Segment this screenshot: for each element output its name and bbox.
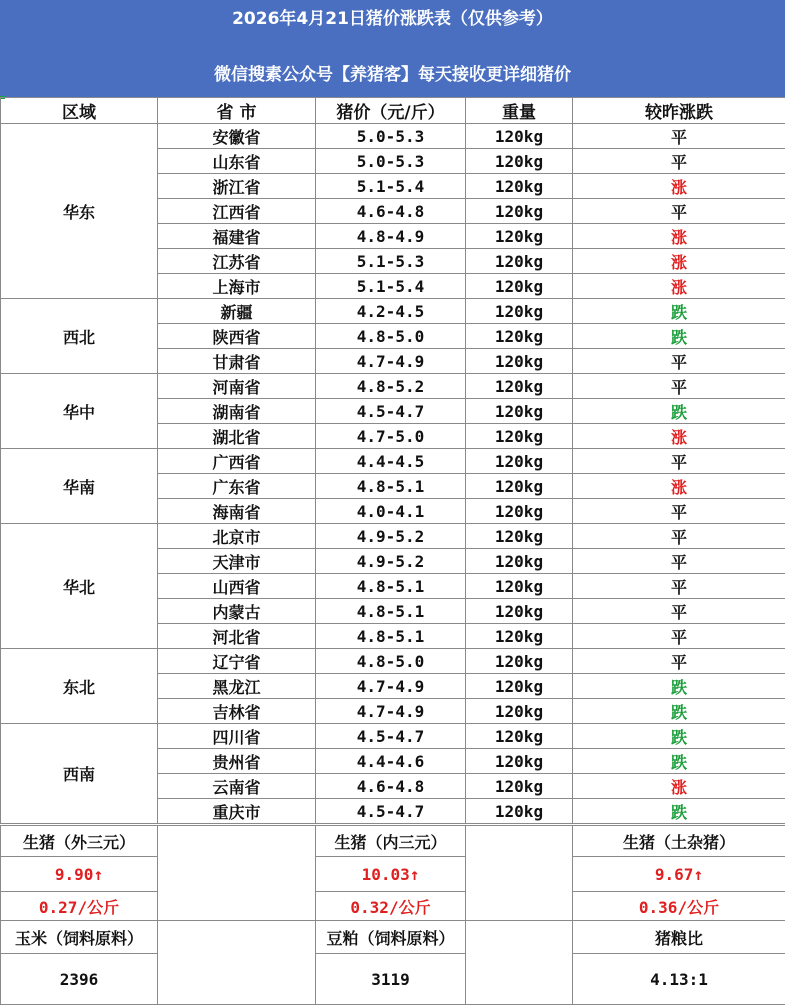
weight-cell: 120kg: [466, 699, 573, 724]
up-arrow-icon: ↑: [693, 864, 704, 884]
change-cell: 平: [573, 499, 785, 524]
header-banner: [0, 0, 785, 97]
change-cell: 跌: [573, 749, 785, 774]
change-cell: 平: [573, 624, 785, 649]
change-cell: 平: [573, 449, 785, 474]
col-header-change: 较昨涨跌: [573, 98, 785, 124]
weight-cell: 120kg: [466, 374, 573, 399]
weight-cell: 120kg: [466, 749, 573, 774]
summary-spacer-1: [158, 826, 316, 921]
change-cell: 涨: [573, 174, 785, 199]
weight-cell: 120kg: [466, 774, 573, 799]
weight-cell: 120kg: [466, 524, 573, 549]
weight-cell: 120kg: [466, 299, 573, 324]
province-cell: 山西省: [158, 574, 316, 599]
up-arrow-icon: ↑: [93, 864, 104, 884]
change-cell: 平: [573, 149, 785, 174]
ratio-label: 猪粮比: [573, 921, 785, 954]
province-cell: 四川省: [158, 724, 316, 749]
region-cell: 华南: [1, 449, 158, 524]
province-cell: 云南省: [158, 774, 316, 799]
province-cell: 吉林省: [158, 699, 316, 724]
neisanyuan-label: 生猪（内三元）: [316, 826, 466, 857]
change-cell: 跌: [573, 799, 785, 824]
table-row: [1, 649, 785, 674]
table-row: [1, 524, 785, 549]
price-cell: 4.7-4.9: [316, 674, 466, 699]
change-cell: 跌: [573, 724, 785, 749]
region-cell: 华北: [1, 524, 158, 649]
waisanyuan-price: 9.90: [54, 864, 94, 884]
province-cell: 浙江省: [158, 174, 316, 199]
weight-cell: 120kg: [466, 124, 573, 149]
weight-cell: 120kg: [466, 474, 573, 499]
price-table: [0, 97, 785, 824]
waisanyuan-label: 生猪（外三元）: [1, 826, 158, 857]
province-cell: 上海市: [158, 274, 316, 299]
weight-cell: 120kg: [466, 349, 573, 374]
change-cell: 平: [573, 124, 785, 149]
price-cell: 4.8-5.0: [316, 649, 466, 674]
weight-cell: 120kg: [466, 324, 573, 349]
weight-cell: 120kg: [466, 549, 573, 574]
change-cell: 涨: [573, 224, 785, 249]
weight-cell: 120kg: [466, 424, 573, 449]
price-cell: 4.7-5.0: [316, 424, 466, 449]
province-cell: 贵州省: [158, 749, 316, 774]
change-cell: 平: [573, 374, 785, 399]
price-cell: 4.8-5.0: [316, 324, 466, 349]
price-cell: 5.0-5.3: [316, 149, 466, 174]
weight-cell: 120kg: [466, 249, 573, 274]
ratio-value: 4.13:1: [573, 954, 785, 1005]
change-cell: 平: [573, 549, 785, 574]
change-cell: 涨: [573, 424, 785, 449]
price-cell: 4.0-4.1: [316, 499, 466, 524]
col-header-weight: 重量: [466, 98, 573, 124]
neisanyuan-price-cell: [316, 857, 466, 892]
weight-cell: 120kg: [466, 399, 573, 424]
change-cell: 平: [573, 524, 785, 549]
corn-value: 2396: [1, 954, 158, 1005]
price-cell: 4.8-5.2: [316, 374, 466, 399]
region-cell: 西南: [1, 724, 158, 824]
province-cell: 北京市: [158, 524, 316, 549]
weight-cell: 120kg: [466, 224, 573, 249]
price-cell: 4.8-4.9: [316, 224, 466, 249]
change-cell: 跌: [573, 299, 785, 324]
price-cell: 4.2-4.5: [316, 299, 466, 324]
region-cell: 华东: [1, 124, 158, 299]
weight-cell: 120kg: [466, 649, 573, 674]
price-cell: 4.8-5.1: [316, 624, 466, 649]
province-cell: 新疆: [158, 299, 316, 324]
waisanyuan-change: 0.27/公斤: [1, 892, 158, 921]
province-cell: 湖南省: [158, 399, 316, 424]
province-cell: 海南省: [158, 499, 316, 524]
price-cell: 4.7-4.9: [316, 349, 466, 374]
price-cell: 5.1-5.4: [316, 174, 466, 199]
price-cell: 5.1-5.3: [316, 249, 466, 274]
weight-cell: 120kg: [466, 449, 573, 474]
summary-table: [0, 825, 785, 1005]
weight-cell: 120kg: [466, 599, 573, 624]
change-cell: 涨: [573, 249, 785, 274]
table-row: [1, 124, 785, 149]
col-header-province: 省 市: [158, 98, 316, 124]
change-cell: 平: [573, 599, 785, 624]
tuzazhu-price: 9.67: [654, 864, 694, 884]
change-cell: 平: [573, 574, 785, 599]
price-cell: 4.9-5.2: [316, 524, 466, 549]
weight-cell: 120kg: [466, 149, 573, 174]
summary-spacer-3: [158, 921, 316, 1005]
province-cell: 广东省: [158, 474, 316, 499]
region-cell: 东北: [1, 649, 158, 724]
tuzazhu-price-cell: [573, 857, 785, 892]
price-cell: 4.6-4.8: [316, 199, 466, 224]
region-cell: 华中: [1, 374, 158, 449]
change-cell: 平: [573, 199, 785, 224]
change-cell: 跌: [573, 399, 785, 424]
weight-cell: 120kg: [466, 199, 573, 224]
weight-cell: 120kg: [466, 499, 573, 524]
region-cell: 西北: [1, 299, 158, 374]
province-cell: 重庆市: [158, 799, 316, 824]
price-cell: 4.8-5.1: [316, 474, 466, 499]
summary-spacer-2: [466, 826, 573, 921]
tuzazhu-label: 生猪（土杂猪）: [573, 826, 785, 857]
weight-cell: 120kg: [466, 724, 573, 749]
table-row: [1, 449, 785, 474]
province-cell: 江西省: [158, 199, 316, 224]
province-cell: 辽宁省: [158, 649, 316, 674]
col-header-price: 猪价（元/斤）: [316, 98, 466, 124]
neisanyuan-change: 0.32/公斤: [316, 892, 466, 921]
province-cell: 内蒙古: [158, 599, 316, 624]
table-row: [1, 724, 785, 749]
province-cell: 湖北省: [158, 424, 316, 449]
page-subtitle: 微信搜素公众号【养猪客】每天接收更详细猪价: [214, 65, 571, 85]
waisanyuan-price-cell: [1, 857, 158, 892]
change-cell: 涨: [573, 274, 785, 299]
price-cell: 4.5-4.7: [316, 724, 466, 749]
province-cell: 江苏省: [158, 249, 316, 274]
price-cell: 5.1-5.4: [316, 274, 466, 299]
price-cell: 4.5-4.7: [316, 399, 466, 424]
price-cell: 4.9-5.2: [316, 549, 466, 574]
neisanyuan-price: 10.03: [361, 864, 410, 884]
weight-cell: 120kg: [466, 274, 573, 299]
price-cell: 4.5-4.7: [316, 799, 466, 824]
weight-cell: 120kg: [466, 574, 573, 599]
province-cell: 安徽省: [158, 124, 316, 149]
weight-cell: 120kg: [466, 174, 573, 199]
corn-label: 玉米（饲料原料）: [1, 921, 158, 954]
province-cell: 甘肃省: [158, 349, 316, 374]
weight-cell: 120kg: [466, 674, 573, 699]
weight-cell: 120kg: [466, 624, 573, 649]
price-cell: 4.4-4.5: [316, 449, 466, 474]
change-cell: 涨: [573, 774, 785, 799]
change-cell: 平: [573, 349, 785, 374]
price-cell: 4.7-4.9: [316, 699, 466, 724]
change-cell: 跌: [573, 324, 785, 349]
price-table-body: [1, 124, 785, 824]
weight-cell: 120kg: [466, 799, 573, 824]
province-cell: 福建省: [158, 224, 316, 249]
province-cell: 天津市: [158, 549, 316, 574]
province-cell: 河南省: [158, 374, 316, 399]
province-cell: 广西省: [158, 449, 316, 474]
soymeal-label: 豆粕（饲料原料）: [316, 921, 466, 954]
change-cell: 涨: [573, 474, 785, 499]
province-cell: 黑龙江: [158, 674, 316, 699]
province-cell: 陕西省: [158, 324, 316, 349]
province-cell: 山东省: [158, 149, 316, 174]
price-cell: 4.8-5.1: [316, 574, 466, 599]
price-cell: 5.0-5.3: [316, 124, 466, 149]
change-cell: 跌: [573, 674, 785, 699]
change-cell: 跌: [573, 699, 785, 724]
price-cell: 4.6-4.8: [316, 774, 466, 799]
price-cell: 4.4-4.6: [316, 749, 466, 774]
province-cell: 河北省: [158, 624, 316, 649]
change-cell: 平: [573, 649, 785, 674]
price-cell: 4.8-5.1: [316, 599, 466, 624]
soymeal-value: 3119: [316, 954, 466, 1005]
page-title: 2026年4月21日猪价涨跌表（仅供参考）: [232, 9, 553, 29]
table-row: [1, 299, 785, 324]
tuzazhu-change: 0.36/公斤: [573, 892, 785, 921]
table-row: [1, 374, 785, 399]
up-arrow-icon: ↑: [409, 864, 420, 884]
table-header-row: [1, 98, 785, 124]
col-header-region: 区域: [1, 98, 158, 124]
summary-spacer-4: [466, 921, 573, 1005]
